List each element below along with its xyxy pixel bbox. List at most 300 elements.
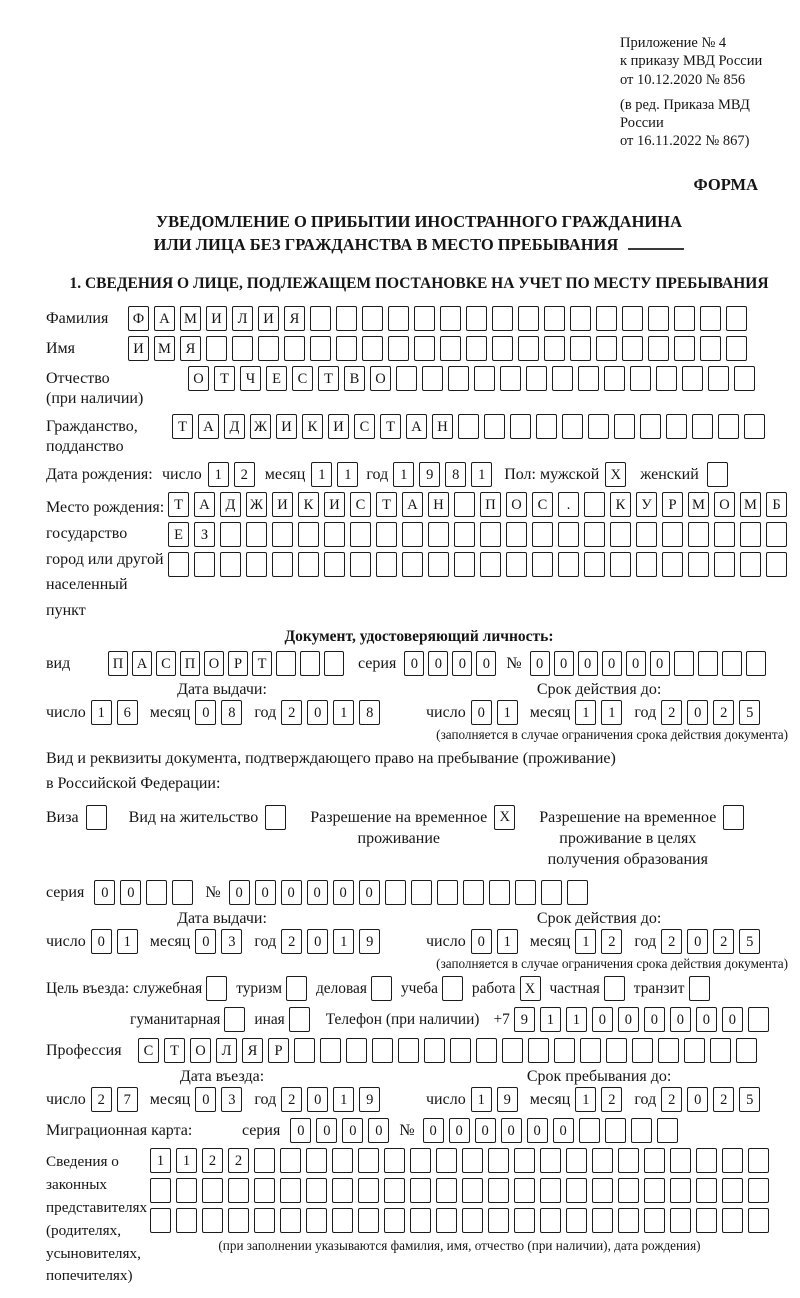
char-box[interactable] bbox=[422, 366, 443, 391]
char-box[interactable] bbox=[398, 1038, 419, 1063]
char-box[interactable] bbox=[272, 522, 293, 547]
char-box[interactable] bbox=[610, 522, 631, 547]
char-box[interactable]: Я bbox=[180, 336, 201, 361]
char-box[interactable]: К bbox=[302, 414, 323, 439]
char-box[interactable]: 0 bbox=[307, 929, 328, 954]
char-box[interactable] bbox=[488, 1208, 509, 1233]
char-box[interactable]: 0 bbox=[290, 1118, 311, 1143]
char-box[interactable] bbox=[532, 522, 553, 547]
place-blank-line[interactable] bbox=[628, 237, 684, 250]
char-box[interactable] bbox=[558, 552, 579, 577]
char-box[interactable] bbox=[371, 976, 392, 1001]
char-box[interactable]: 0 bbox=[91, 929, 112, 954]
char-box[interactable]: 1 bbox=[208, 462, 229, 487]
char-box[interactable] bbox=[246, 552, 267, 577]
char-box[interactable]: 2 bbox=[281, 1087, 302, 1112]
char-box[interactable]: 0 bbox=[687, 929, 708, 954]
char-box[interactable]: 0 bbox=[195, 700, 216, 725]
char-box[interactable] bbox=[489, 880, 510, 905]
char-box[interactable] bbox=[636, 522, 657, 547]
char-box[interactable] bbox=[622, 306, 643, 331]
char-box[interactable]: 0 bbox=[618, 1007, 639, 1032]
char-box[interactable]: Н bbox=[432, 414, 453, 439]
char-box[interactable]: З bbox=[194, 522, 215, 547]
char-box[interactable]: М bbox=[688, 492, 709, 517]
char-box[interactable] bbox=[466, 306, 487, 331]
char-box[interactable]: 0 bbox=[501, 1118, 522, 1143]
char-box[interactable] bbox=[514, 1148, 535, 1173]
char-box[interactable] bbox=[428, 522, 449, 547]
char-box[interactable]: Р bbox=[228, 651, 248, 676]
char-box[interactable]: 9 bbox=[514, 1007, 535, 1032]
char-box[interactable] bbox=[596, 306, 617, 331]
char-box[interactable] bbox=[554, 1038, 575, 1063]
char-box[interactable] bbox=[631, 1118, 652, 1143]
char-box[interactable]: 2 bbox=[661, 700, 682, 725]
char-box[interactable] bbox=[440, 306, 461, 331]
char-box[interactable] bbox=[740, 522, 761, 547]
char-box[interactable] bbox=[280, 1178, 301, 1203]
char-box[interactable] bbox=[258, 336, 279, 361]
char-box[interactable] bbox=[176, 1208, 197, 1233]
char-box[interactable]: 2 bbox=[281, 929, 302, 954]
char-box[interactable]: 6 bbox=[117, 700, 138, 725]
char-box[interactable]: Т bbox=[380, 414, 401, 439]
char-box[interactable] bbox=[766, 522, 787, 547]
char-box[interactable]: И bbox=[272, 492, 293, 517]
char-box[interactable] bbox=[306, 1178, 327, 1203]
char-box[interactable]: И bbox=[258, 306, 279, 331]
char-box[interactable] bbox=[670, 1148, 691, 1173]
char-box[interactable]: У bbox=[636, 492, 657, 517]
char-box[interactable] bbox=[766, 552, 787, 577]
char-box[interactable] bbox=[696, 1178, 717, 1203]
char-box[interactable] bbox=[376, 522, 397, 547]
char-box[interactable] bbox=[566, 1178, 587, 1203]
char-box[interactable]: Т bbox=[318, 366, 339, 391]
char-box[interactable] bbox=[604, 976, 625, 1001]
char-box[interactable]: 0 bbox=[368, 1118, 389, 1143]
char-box[interactable] bbox=[592, 1148, 613, 1173]
char-box[interactable]: 0 bbox=[255, 880, 276, 905]
char-box[interactable] bbox=[228, 1208, 249, 1233]
char-box[interactable]: 1 bbox=[91, 700, 112, 725]
char-box[interactable]: 0 bbox=[449, 1118, 470, 1143]
char-box[interactable]: 0 bbox=[281, 880, 302, 905]
char-box[interactable] bbox=[202, 1208, 223, 1233]
char-box[interactable]: А bbox=[198, 414, 219, 439]
char-box[interactable]: 1 bbox=[150, 1148, 171, 1173]
char-box[interactable]: Н bbox=[428, 492, 449, 517]
char-box[interactable]: 1 bbox=[333, 700, 354, 725]
char-box[interactable]: 5 bbox=[739, 929, 760, 954]
char-box[interactable]: 9 bbox=[419, 462, 440, 487]
char-box[interactable] bbox=[544, 306, 565, 331]
char-box[interactable]: С bbox=[354, 414, 375, 439]
char-box[interactable]: 0 bbox=[195, 929, 216, 954]
char-box[interactable]: И bbox=[328, 414, 349, 439]
char-box[interactable]: 3 bbox=[221, 929, 242, 954]
char-box[interactable]: 2 bbox=[281, 700, 302, 725]
char-box[interactable]: О bbox=[714, 492, 735, 517]
char-box[interactable] bbox=[689, 976, 710, 1001]
char-box[interactable]: 0 bbox=[307, 1087, 328, 1112]
char-box[interactable] bbox=[748, 1148, 769, 1173]
char-box[interactable] bbox=[454, 492, 475, 517]
char-box[interactable] bbox=[414, 306, 435, 331]
char-box[interactable] bbox=[454, 522, 475, 547]
char-box[interactable]: С bbox=[156, 651, 176, 676]
char-box[interactable]: 0 bbox=[342, 1118, 363, 1143]
char-box[interactable]: 0 bbox=[423, 1118, 444, 1143]
char-box[interactable] bbox=[688, 522, 709, 547]
char-box[interactable]: 1 bbox=[575, 1087, 596, 1112]
char-box[interactable] bbox=[384, 1148, 405, 1173]
char-box[interactable] bbox=[610, 552, 631, 577]
char-box[interactable] bbox=[176, 1178, 197, 1203]
char-box[interactable]: 0 bbox=[602, 651, 622, 676]
char-box[interactable] bbox=[310, 336, 331, 361]
char-box[interactable] bbox=[484, 414, 505, 439]
char-box[interactable]: 1 bbox=[333, 929, 354, 954]
char-box[interactable] bbox=[618, 1148, 639, 1173]
char-box[interactable]: О bbox=[370, 366, 391, 391]
char-box[interactable] bbox=[518, 336, 539, 361]
char-box[interactable] bbox=[284, 336, 305, 361]
char-box[interactable]: М bbox=[154, 336, 175, 361]
char-box[interactable] bbox=[536, 414, 557, 439]
char-box[interactable]: 1 bbox=[497, 929, 518, 954]
char-box[interactable]: Ч bbox=[240, 366, 261, 391]
char-box[interactable] bbox=[688, 552, 709, 577]
char-box[interactable]: 1 bbox=[575, 929, 596, 954]
char-box[interactable] bbox=[632, 1038, 653, 1063]
char-box[interactable]: 0 bbox=[592, 1007, 613, 1032]
char-box[interactable] bbox=[662, 552, 683, 577]
char-box[interactable]: 5 bbox=[739, 700, 760, 725]
char-box[interactable]: С bbox=[350, 492, 371, 517]
char-box[interactable]: 9 bbox=[497, 1087, 518, 1112]
char-box[interactable] bbox=[700, 336, 721, 361]
char-box[interactable] bbox=[552, 366, 573, 391]
char-box[interactable] bbox=[336, 306, 357, 331]
char-box[interactable]: И bbox=[324, 492, 345, 517]
char-box[interactable] bbox=[630, 366, 651, 391]
char-box[interactable]: 0 bbox=[722, 1007, 743, 1032]
char-box[interactable] bbox=[648, 306, 669, 331]
char-box[interactable] bbox=[294, 1038, 315, 1063]
char-box[interactable] bbox=[384, 1178, 405, 1203]
char-box[interactable] bbox=[265, 805, 286, 830]
char-box[interactable]: Л bbox=[232, 306, 253, 331]
char-box[interactable] bbox=[358, 1208, 379, 1233]
char-box[interactable] bbox=[510, 414, 531, 439]
char-box[interactable] bbox=[528, 1038, 549, 1063]
char-box[interactable] bbox=[414, 336, 435, 361]
char-box[interactable]: Т bbox=[168, 492, 189, 517]
char-box[interactable] bbox=[662, 522, 683, 547]
char-box[interactable] bbox=[350, 522, 371, 547]
char-box[interactable] bbox=[722, 1208, 743, 1233]
char-box[interactable]: Р bbox=[662, 492, 683, 517]
char-box[interactable] bbox=[567, 880, 588, 905]
char-box[interactable]: Д bbox=[224, 414, 245, 439]
char-box[interactable]: 3 bbox=[221, 1087, 242, 1112]
char-box[interactable]: Д bbox=[220, 492, 241, 517]
char-box[interactable] bbox=[362, 306, 383, 331]
char-box[interactable]: 0 bbox=[359, 880, 380, 905]
char-box[interactable] bbox=[462, 1178, 483, 1203]
char-box[interactable]: 1 bbox=[337, 462, 358, 487]
char-box[interactable]: 2 bbox=[661, 929, 682, 954]
char-box[interactable]: 0 bbox=[471, 929, 492, 954]
char-box[interactable] bbox=[707, 462, 728, 487]
char-box[interactable]: Т bbox=[214, 366, 235, 391]
char-box[interactable] bbox=[692, 414, 713, 439]
char-box[interactable] bbox=[220, 552, 241, 577]
char-box[interactable] bbox=[684, 1038, 705, 1063]
char-box[interactable] bbox=[566, 1208, 587, 1233]
char-box[interactable] bbox=[698, 651, 718, 676]
char-box[interactable]: 0 bbox=[527, 1118, 548, 1143]
char-box[interactable] bbox=[220, 522, 241, 547]
char-box[interactable] bbox=[306, 1148, 327, 1173]
char-box[interactable] bbox=[332, 1178, 353, 1203]
char-box[interactable]: М bbox=[180, 306, 201, 331]
char-box[interactable] bbox=[540, 1178, 561, 1203]
char-box[interactable]: 1 bbox=[471, 462, 492, 487]
char-box[interactable]: 9 bbox=[359, 929, 380, 954]
char-box[interactable]: 0 bbox=[578, 651, 598, 676]
char-box[interactable] bbox=[332, 1208, 353, 1233]
char-box[interactable] bbox=[723, 805, 744, 830]
char-box[interactable] bbox=[710, 1038, 731, 1063]
char-box[interactable] bbox=[458, 414, 479, 439]
char-box[interactable] bbox=[515, 880, 536, 905]
char-box[interactable]: X bbox=[494, 805, 515, 830]
char-box[interactable] bbox=[674, 306, 695, 331]
char-box[interactable] bbox=[463, 880, 484, 905]
char-box[interactable]: 1 bbox=[471, 1087, 492, 1112]
char-box[interactable] bbox=[666, 414, 687, 439]
char-box[interactable] bbox=[644, 1148, 665, 1173]
char-box[interactable]: Ж bbox=[250, 414, 271, 439]
char-box[interactable] bbox=[254, 1208, 275, 1233]
char-box[interactable] bbox=[372, 1038, 393, 1063]
char-box[interactable] bbox=[570, 336, 591, 361]
char-box[interactable]: . bbox=[558, 492, 579, 517]
char-box[interactable] bbox=[502, 1038, 523, 1063]
char-box[interactable]: 2 bbox=[202, 1148, 223, 1173]
char-box[interactable] bbox=[332, 1148, 353, 1173]
char-box[interactable]: О bbox=[506, 492, 527, 517]
char-box[interactable] bbox=[276, 651, 296, 676]
char-box[interactable]: 2 bbox=[601, 1087, 622, 1112]
char-box[interactable] bbox=[622, 336, 643, 361]
char-box[interactable] bbox=[462, 1148, 483, 1173]
char-box[interactable] bbox=[488, 1178, 509, 1203]
char-box[interactable]: А bbox=[132, 651, 152, 676]
char-box[interactable]: 0 bbox=[316, 1118, 337, 1143]
char-box[interactable] bbox=[748, 1208, 769, 1233]
char-box[interactable] bbox=[748, 1007, 769, 1032]
char-box[interactable]: 0 bbox=[644, 1007, 665, 1032]
char-box[interactable] bbox=[454, 552, 475, 577]
char-box[interactable] bbox=[272, 552, 293, 577]
char-box[interactable]: 0 bbox=[471, 700, 492, 725]
char-box[interactable] bbox=[402, 552, 423, 577]
char-box[interactable] bbox=[402, 522, 423, 547]
char-box[interactable] bbox=[744, 414, 765, 439]
char-box[interactable] bbox=[532, 552, 553, 577]
char-box[interactable] bbox=[614, 414, 635, 439]
char-box[interactable] bbox=[682, 366, 703, 391]
char-box[interactable]: Р bbox=[268, 1038, 289, 1063]
char-box[interactable]: 0 bbox=[696, 1007, 717, 1032]
char-box[interactable] bbox=[358, 1148, 379, 1173]
char-box[interactable] bbox=[540, 1148, 561, 1173]
char-box[interactable] bbox=[700, 306, 721, 331]
char-box[interactable]: 0 bbox=[333, 880, 354, 905]
char-box[interactable] bbox=[674, 336, 695, 361]
char-box[interactable] bbox=[358, 1178, 379, 1203]
char-box[interactable]: 0 bbox=[650, 651, 670, 676]
char-box[interactable] bbox=[202, 1178, 223, 1203]
char-box[interactable] bbox=[584, 492, 605, 517]
char-box[interactable] bbox=[396, 366, 417, 391]
char-box[interactable] bbox=[228, 1178, 249, 1203]
char-box[interactable] bbox=[605, 1118, 626, 1143]
char-box[interactable] bbox=[410, 1148, 431, 1173]
char-box[interactable]: П bbox=[180, 651, 200, 676]
char-box[interactable] bbox=[324, 552, 345, 577]
char-box[interactable] bbox=[644, 1178, 665, 1203]
char-box[interactable] bbox=[440, 336, 461, 361]
char-box[interactable]: 0 bbox=[554, 651, 574, 676]
char-box[interactable] bbox=[232, 336, 253, 361]
char-box[interactable] bbox=[86, 805, 107, 830]
char-box[interactable] bbox=[648, 336, 669, 361]
char-box[interactable] bbox=[254, 1178, 275, 1203]
char-box[interactable] bbox=[740, 552, 761, 577]
char-box[interactable] bbox=[298, 522, 319, 547]
char-box[interactable]: 1 bbox=[117, 929, 138, 954]
char-box[interactable]: И bbox=[276, 414, 297, 439]
char-box[interactable] bbox=[388, 336, 409, 361]
char-box[interactable] bbox=[592, 1208, 613, 1233]
char-box[interactable]: 0 bbox=[195, 1087, 216, 1112]
char-box[interactable]: 0 bbox=[626, 651, 646, 676]
char-box[interactable]: А bbox=[194, 492, 215, 517]
char-box[interactable] bbox=[726, 336, 747, 361]
char-box[interactable] bbox=[584, 522, 605, 547]
char-box[interactable]: С bbox=[292, 366, 313, 391]
char-box[interactable]: 1 bbox=[601, 700, 622, 725]
char-box[interactable] bbox=[696, 1148, 717, 1173]
char-box[interactable] bbox=[618, 1208, 639, 1233]
char-box[interactable]: Т bbox=[164, 1038, 185, 1063]
char-box[interactable] bbox=[640, 414, 661, 439]
char-box[interactable] bbox=[146, 880, 167, 905]
char-box[interactable]: 1 bbox=[393, 462, 414, 487]
char-box[interactable]: 0 bbox=[452, 651, 472, 676]
char-box[interactable]: С bbox=[138, 1038, 159, 1063]
char-box[interactable]: 1 bbox=[540, 1007, 561, 1032]
char-box[interactable] bbox=[310, 306, 331, 331]
char-box[interactable]: П bbox=[108, 651, 128, 676]
char-box[interactable]: 8 bbox=[359, 700, 380, 725]
char-box[interactable]: 0 bbox=[120, 880, 141, 905]
char-box[interactable] bbox=[324, 651, 344, 676]
char-box[interactable]: 7 bbox=[117, 1087, 138, 1112]
char-box[interactable] bbox=[320, 1038, 341, 1063]
char-box[interactable] bbox=[558, 522, 579, 547]
char-box[interactable] bbox=[722, 1148, 743, 1173]
char-box[interactable]: 1 bbox=[566, 1007, 587, 1032]
char-box[interactable]: 0 bbox=[476, 651, 496, 676]
char-box[interactable]: 0 bbox=[307, 700, 328, 725]
char-box[interactable]: Л bbox=[216, 1038, 237, 1063]
char-box[interactable] bbox=[150, 1208, 171, 1233]
char-box[interactable]: 1 bbox=[311, 462, 332, 487]
char-box[interactable] bbox=[300, 651, 320, 676]
char-box[interactable] bbox=[410, 1178, 431, 1203]
char-box[interactable] bbox=[466, 336, 487, 361]
char-box[interactable]: К bbox=[298, 492, 319, 517]
char-box[interactable]: 0 bbox=[475, 1118, 496, 1143]
char-box[interactable] bbox=[541, 880, 562, 905]
char-box[interactable] bbox=[474, 366, 495, 391]
char-box[interactable] bbox=[286, 976, 307, 1001]
char-box[interactable]: 0 bbox=[404, 651, 424, 676]
char-box[interactable] bbox=[436, 1148, 457, 1173]
char-box[interactable] bbox=[492, 306, 513, 331]
char-box[interactable] bbox=[168, 552, 189, 577]
char-box[interactable] bbox=[656, 366, 677, 391]
char-box[interactable]: Е bbox=[266, 366, 287, 391]
char-box[interactable] bbox=[734, 366, 755, 391]
char-box[interactable]: 2 bbox=[661, 1087, 682, 1112]
char-box[interactable] bbox=[500, 366, 521, 391]
char-box[interactable] bbox=[462, 1208, 483, 1233]
char-box[interactable]: П bbox=[480, 492, 501, 517]
char-box[interactable] bbox=[450, 1038, 471, 1063]
char-box[interactable]: 2 bbox=[234, 462, 255, 487]
char-box[interactable] bbox=[566, 1148, 587, 1173]
char-box[interactable]: 2 bbox=[713, 1087, 734, 1112]
char-box[interactable] bbox=[718, 414, 739, 439]
char-box[interactable] bbox=[584, 552, 605, 577]
char-box[interactable] bbox=[206, 336, 227, 361]
char-box[interactable]: С bbox=[532, 492, 553, 517]
char-box[interactable]: Ж bbox=[246, 492, 267, 517]
char-box[interactable] bbox=[657, 1118, 678, 1143]
char-box[interactable] bbox=[424, 1038, 445, 1063]
char-box[interactable] bbox=[428, 552, 449, 577]
char-box[interactable]: 0 bbox=[229, 880, 250, 905]
char-box[interactable] bbox=[411, 880, 432, 905]
char-box[interactable] bbox=[388, 306, 409, 331]
char-box[interactable] bbox=[658, 1038, 679, 1063]
char-box[interactable]: Я bbox=[242, 1038, 263, 1063]
char-box[interactable] bbox=[714, 522, 735, 547]
char-box[interactable] bbox=[324, 522, 345, 547]
char-box[interactable]: Т bbox=[172, 414, 193, 439]
char-box[interactable] bbox=[670, 1178, 691, 1203]
char-box[interactable]: А bbox=[402, 492, 423, 517]
char-box[interactable] bbox=[436, 1208, 457, 1233]
char-box[interactable] bbox=[194, 552, 215, 577]
